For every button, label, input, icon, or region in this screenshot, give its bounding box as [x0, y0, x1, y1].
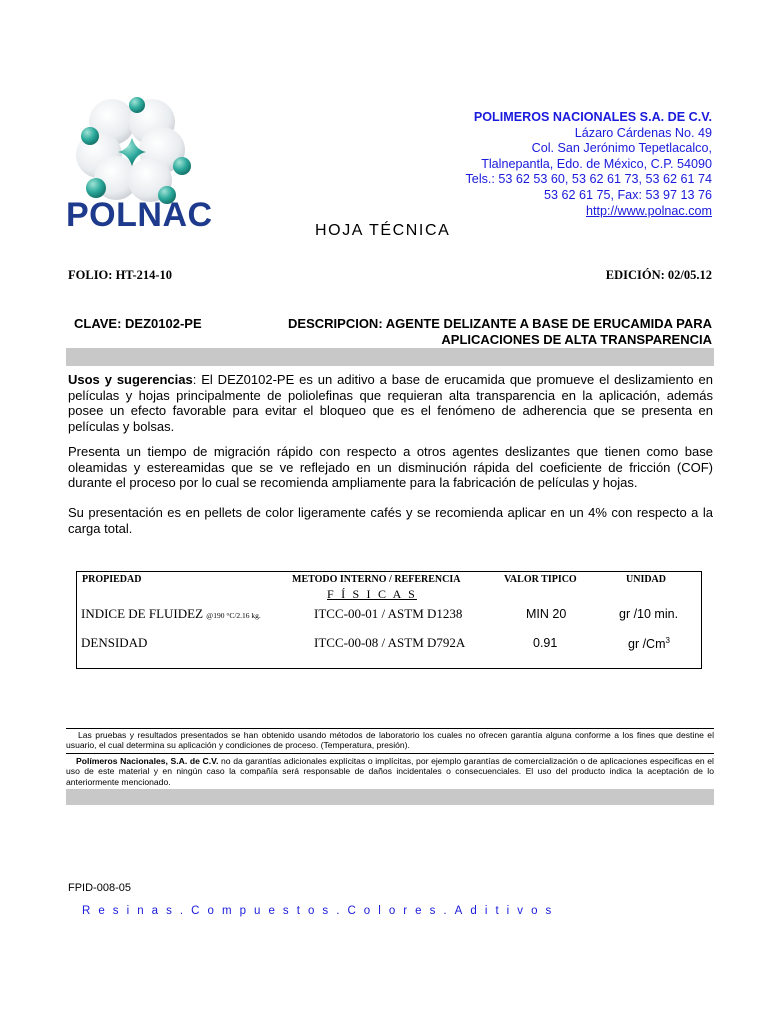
disclaimer-tests: Las pruebas y resultados presentados se han obtenido usando métodos de laboratorio los cuales no ofrecen garantía alguna conforme a los fines que destine el usuario, el cual determina su aplicación y condiciones de proceso. (Temperatura, presión).	[66, 730, 714, 751]
header-propiedad: PROPIEDAD	[82, 574, 142, 585]
product-code: CLAVE: DEZ0102-PE	[74, 316, 202, 331]
metodo-cell: ITCC-00-08 / ASTM D792A	[314, 635, 466, 650]
divider-line	[66, 728, 714, 729]
phones-line-1: Tels.: 53 62 53 60, 53 62 61 73, 53 62 61 74	[465, 172, 712, 187]
company-info	[466, 110, 712, 219]
form-code: FPID-008-05	[68, 882, 131, 894]
header-unidad: UNIDAD	[626, 574, 666, 585]
company-name: POLIMEROS NACIONALES S.A. DE C.V.	[473, 110, 712, 124]
phones-line-2: 53 62 61 75, Fax: 53 97 13 76	[543, 187, 712, 202]
description-line-1: DESCRIPCION: AGENTE DELIZANTE A BASE DE ERUCAMIDA PARA	[288, 316, 712, 331]
header-valor: VALOR TIPICO	[504, 574, 577, 585]
usos-label: Usos y sugerencias	[68, 372, 193, 387]
header-metodo: METODO INTERNO / REFERENCIA	[292, 574, 461, 585]
divider-line	[66, 753, 714, 754]
unidad-cell: gr /10 min.	[619, 607, 679, 621]
valor-cell: 0.91	[533, 636, 558, 650]
section-fisicas: F Í S I C A S	[327, 587, 417, 601]
folio: FOLIO: HT-214-10	[68, 268, 173, 282]
usos-paragraph	[68, 372, 713, 434]
presentation-paragraph: Su presentación es en pellets de color ligeramente cafés y se recomienda aplicar en un 4% con respecto a la carga total.	[68, 505, 713, 536]
edicion: EDICIÓN: 02/05.12	[605, 268, 712, 282]
metodo-cell: ITCC-00-01 / ASTM D1238	[314, 606, 463, 621]
footer-divider-bar	[66, 789, 714, 805]
document-title: HOJA TÉCNICA	[315, 222, 451, 239]
condition-note: @190 °C/2.16 kg.	[206, 611, 261, 620]
website-link[interactable]: http://www.polnac.com	[586, 203, 712, 218]
disclaimer-warranty: Polímeros Nacionales, S.A. de C.V. no da garantías adicionales explícitas o implícitas, por ejemplo garantías de comercialización o de aplicaciones especificas en el uso de este material y en ningún caso la compañía será responsable de daños incidentales o consecuenciales. El uso del producto indica la aceptación de lo anteriormente mencionado.	[66, 756, 714, 787]
product-description	[252, 316, 712, 347]
tagline: Resinas.Compuestos.Colores.Aditivos	[82, 905, 560, 917]
migration-paragraph: Presenta un tiempo de migración rápido con respecto a otros agentes deslizantes que tienen como base oleamidas y estereamidas que se ve reflejado en un disminución rápida del coeficiente de fricción (COF) durante el proceso por lo cual se recomienda ampliamente para la fabricación de películas y hojas.	[68, 444, 713, 490]
logo-wordmark: POLNAC	[66, 196, 213, 234]
description-line-2: APLICACIONES DE ALTA TRANSPARENCIA	[441, 331, 712, 347]
section-divider-bar	[66, 348, 714, 366]
valor-cell: MIN 20	[526, 607, 567, 621]
address-line-3: Tlalnepantla, Edo. de México, C.P. 54090	[481, 156, 712, 171]
address-line-2: Col. San Jerónimo Tepetlacalco,	[531, 141, 712, 156]
usos-text: : El DEZ0102-PE es un aditivo a base de erucamida que promueve el deslizamiento en películas y hojas principalmente de poliolefinas que requieran alta transparencia en la aplicación, además posee un efecto favorable para evitar el bloqueo que es el fenómeno de adherencia que se presenta en películas y bolsas.	[68, 372, 713, 434]
table-row-fluidez-name	[81, 606, 261, 622]
address-line-1: Lázaro Cárdenas No. 49	[574, 125, 712, 140]
propiedad-cell: DENSIDAD	[81, 635, 148, 650]
propiedad-cell: INDICE DE FLUIDEZ	[81, 606, 204, 621]
unidad-cell: gr /Cm$^3$	[628, 636, 670, 652]
